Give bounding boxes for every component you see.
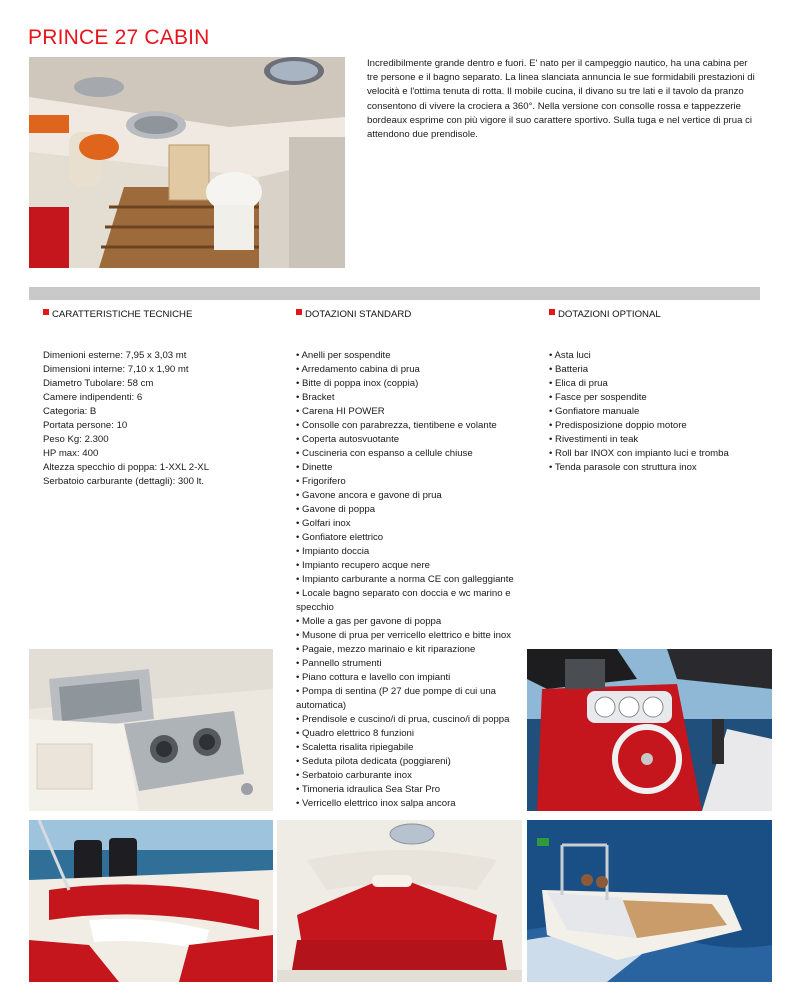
list-item: • Locale bagno separato con doccia e wc marino e specchio [296, 588, 511, 613]
list-item: • Frigorifero [296, 476, 346, 487]
tech-specs-list [43, 349, 273, 489]
stern-cockpit-photo [29, 820, 273, 982]
list-item: • Prendisole e cuscino/i di prua, cuscino/i di poppa [296, 714, 510, 725]
list-item: • Gonfiatore manuale [549, 406, 640, 417]
helm-console-photo [527, 649, 772, 811]
list-item: • Musone di prua per verricello elettrico e bitte inox [296, 630, 512, 641]
list-item: • Impianto carburante a norma CE con galleggiante [296, 574, 514, 585]
section-divider-bar [29, 287, 760, 300]
list-item: • Verricello elettrico inox salpa ancora [296, 798, 456, 809]
list-item: • Predisposizione doppio motore [549, 420, 687, 431]
list-item: • Carena HI POWER [296, 406, 385, 417]
list-item: Altezza specchio di poppa: 1-XXL 2-XL [43, 462, 210, 473]
standard-heading-label: DOTAZIONI STANDARD [305, 309, 412, 320]
list-item: • Molle a gas per gavone di poppa [296, 616, 442, 627]
list-item: • Tenda parasole con struttura inox [549, 462, 697, 473]
page-title: PRINCE 27 CABIN [28, 26, 210, 49]
list-item: • Anelli per sospendite [296, 350, 391, 361]
list-item: • Golfari inox [296, 518, 351, 529]
list-item: • Elica di prua [549, 378, 608, 389]
boat-running-photo [527, 820, 772, 982]
list-item: • Timoneria idraulica Sea Star Pro [296, 784, 441, 795]
list-item: Dimenioni esterne: 7,95 x 3,03 mt [43, 350, 187, 361]
optional-equipment-list [549, 349, 769, 475]
list-item: • Serbatoio carburante inox [296, 770, 412, 781]
list-item: • Quadro elettrico 8 funzioni [296, 728, 415, 739]
list-item: • Arredamento cabina di prua [296, 364, 420, 375]
list-item: • Roll bar INOX con impianto luci e tromba [549, 448, 729, 459]
list-item: • Pompa di sentina (P 27 due pompe di cui una automatica) [296, 686, 496, 711]
list-item: Peso Kg: 2.300 [43, 434, 109, 445]
list-item: • Impianto recupero acque nere [296, 560, 431, 571]
list-item: Camere indipendenti: 6 [43, 392, 143, 403]
intro-paragraph: Incredibilmente grande dentro e fuori. E' nato per il campeggio nautico, ha una cabina per tre persone e il bagno separato. La linea slanciata annuncia le sue formidabili prestazioni di velocità e l'ottima tenuta di rotta. Il mobile cucina, il divano su tre lati e il tavolo da pranzo consentono di vivere la crociera a 360°. Nella versione con consolle rossa e tappezzerie bordeaux esprime con più vigore il suo carattere sportivo. Sulla tuga e nel vertice di prua ci attendono due prendisole. [367, 58, 755, 141]
red-square-icon [296, 309, 302, 315]
list-item: • Coperta autosvuotante [296, 434, 400, 445]
list-item: • Batteria [549, 364, 589, 375]
list-item: • Gonfiatore elettrico [296, 532, 384, 543]
optional-heading-label: DOTAZIONI OPTIONAL [558, 309, 661, 320]
list-item: Diametro Tubolare: 58 cm [43, 378, 154, 389]
list-item: Categoria: B [43, 406, 97, 417]
list-item: • Gavone ancora e gavone di prua [296, 490, 442, 501]
list-item: • Scaletta risalita ripiegabile [296, 742, 414, 753]
tech-section-heading [43, 309, 192, 320]
list-item: Portata persone: 10 [43, 420, 128, 431]
list-item: • Pagaie, mezzo marinaio e kit riparazione [296, 644, 476, 655]
list-item: • Cuscineria con espanso a cellule chiuse [296, 448, 473, 459]
list-item: • Pannello strumenti [296, 658, 382, 669]
standard-equipment-list [296, 349, 524, 811]
list-item: Serbatoio carburante (dettagli): 300 lt. [43, 476, 205, 487]
list-item: HP max: 400 [43, 448, 99, 459]
list-item: • Consolle con parabrezza, tientibene e volante [296, 420, 497, 431]
red-square-icon [43, 309, 49, 315]
optional-section-heading [549, 309, 661, 320]
list-item: • Dinette [296, 462, 333, 473]
standard-section-heading [296, 309, 411, 320]
list-item: • Bitte di poppa inox (coppia) [296, 378, 419, 389]
cabin-berth-photo [277, 820, 522, 982]
list-item: Dimensioni interne: 7,10 x 1,90 mt [43, 364, 189, 375]
list-item: • Asta luci [549, 350, 591, 361]
red-square-icon [549, 309, 555, 315]
tech-heading-label: CARATTERISTICHE TECNICHE [52, 309, 193, 320]
bathroom-photo [29, 57, 345, 268]
list-item: • Rivestimenti in teak [549, 434, 639, 445]
list-item: • Gavone di poppa [296, 504, 376, 515]
list-item: • Impianto doccia [296, 546, 370, 557]
galley-photo [29, 649, 273, 811]
list-item: • Piano cottura e lavello con impianti [296, 672, 451, 683]
list-item: • Seduta pilota dedicata (poggiareni) [296, 756, 451, 767]
list-item: • Bracket [296, 392, 335, 403]
list-item: • Fasce per sospendite [549, 392, 647, 403]
